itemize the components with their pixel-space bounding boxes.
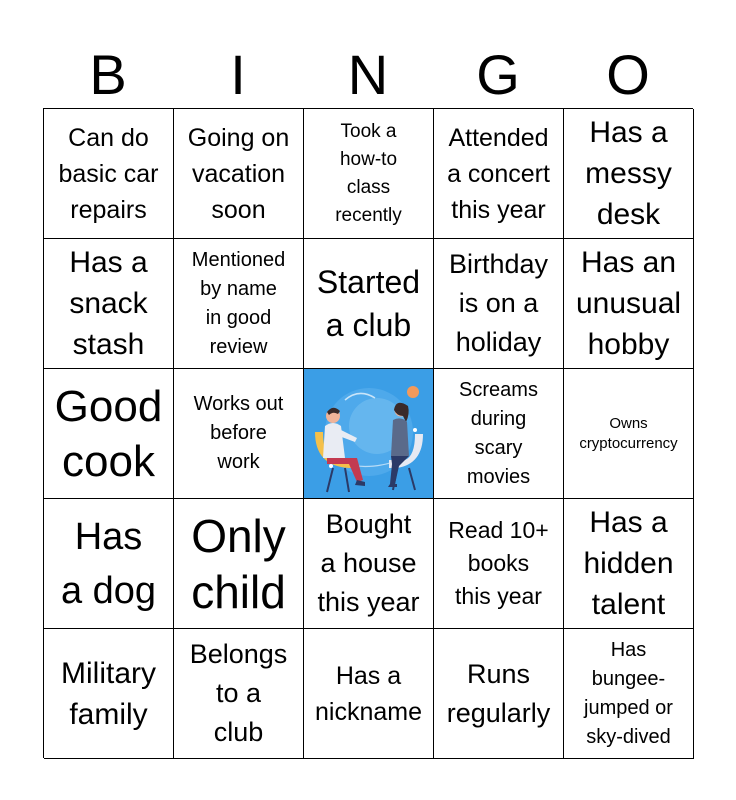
bingo-cell[interactable] bbox=[304, 499, 434, 629]
bingo-cell[interactable] bbox=[434, 109, 564, 239]
bingo-cell[interactable] bbox=[174, 499, 304, 629]
header-letter-o: O bbox=[606, 43, 650, 106]
bingo-cell[interactable] bbox=[44, 369, 174, 499]
people-talking-illustration bbox=[305, 370, 433, 498]
cell-text: Has bungee- jumped or sky-dived bbox=[584, 638, 673, 748]
cell-text: Good cook bbox=[54, 381, 163, 486]
bingo-cell[interactable] bbox=[304, 629, 434, 759]
bingo-cell[interactable] bbox=[564, 239, 694, 369]
bingo-cell[interactable] bbox=[44, 109, 174, 239]
cell-text: Has a messy desk bbox=[585, 116, 672, 231]
bingo-cell[interactable] bbox=[564, 109, 694, 239]
bingo-header bbox=[43, 44, 693, 106]
bingo-cell[interactable] bbox=[564, 629, 694, 759]
bingo-cell[interactable] bbox=[174, 239, 304, 369]
free-space-cell[interactable] bbox=[304, 369, 434, 499]
bingo-cell[interactable] bbox=[304, 239, 434, 369]
cell-text: Birthday is on a holiday bbox=[448, 249, 549, 357]
cell-text: Can do basic car repairs bbox=[58, 123, 159, 224]
bingo-cell[interactable] bbox=[564, 499, 694, 629]
cell-text: Only child bbox=[191, 509, 286, 618]
bingo-cell[interactable] bbox=[174, 369, 304, 499]
header-letter-b: B bbox=[89, 43, 127, 106]
cell-text: Going on vacation soon bbox=[187, 123, 290, 224]
cell-text: Runs regularly bbox=[446, 658, 551, 728]
cell-text: Screams during scary movies bbox=[459, 378, 538, 488]
cell-text: Took a how-to class recently bbox=[335, 120, 402, 226]
bingo-cell[interactable] bbox=[174, 109, 304, 239]
header-letter-g: G bbox=[476, 43, 520, 106]
cell-text: Attended a concert this year bbox=[447, 123, 550, 224]
cell-text: Has a dog bbox=[60, 515, 157, 612]
bingo-cell[interactable] bbox=[304, 109, 434, 239]
bingo-cell[interactable] bbox=[434, 239, 564, 369]
cell-text: Owns cryptocurrency bbox=[579, 414, 678, 452]
bingo-cell[interactable] bbox=[44, 239, 174, 369]
cell-text: Bought a house this year bbox=[317, 509, 420, 617]
bingo-cell[interactable] bbox=[434, 629, 564, 759]
cell-text: Belongs to a club bbox=[189, 639, 288, 747]
cell-text: Has a snack stash bbox=[69, 246, 148, 361]
cell-text: Mentioned by name in good review bbox=[191, 248, 286, 358]
bingo-cell[interactable] bbox=[174, 629, 304, 759]
cell-text: Has a nickname bbox=[315, 661, 422, 726]
cell-text: Started a club bbox=[316, 263, 421, 343]
bingo-board bbox=[43, 108, 693, 758]
header-letter-i: I bbox=[230, 43, 246, 106]
cell-text: Military family bbox=[61, 656, 156, 731]
bingo-cell[interactable] bbox=[44, 629, 174, 759]
cell-text: Has an unusual hobby bbox=[575, 246, 682, 361]
cell-text: Works out before work bbox=[193, 393, 284, 473]
header-letter-n: N bbox=[347, 43, 389, 106]
cell-text: Read 10+ books this year bbox=[448, 517, 549, 609]
bingo-cell[interactable] bbox=[434, 369, 564, 499]
bingo-cell[interactable] bbox=[564, 369, 694, 499]
bingo-cell[interactable] bbox=[434, 499, 564, 629]
bingo-cell[interactable] bbox=[44, 499, 174, 629]
cell-text: Has a hidden talent bbox=[583, 506, 674, 621]
